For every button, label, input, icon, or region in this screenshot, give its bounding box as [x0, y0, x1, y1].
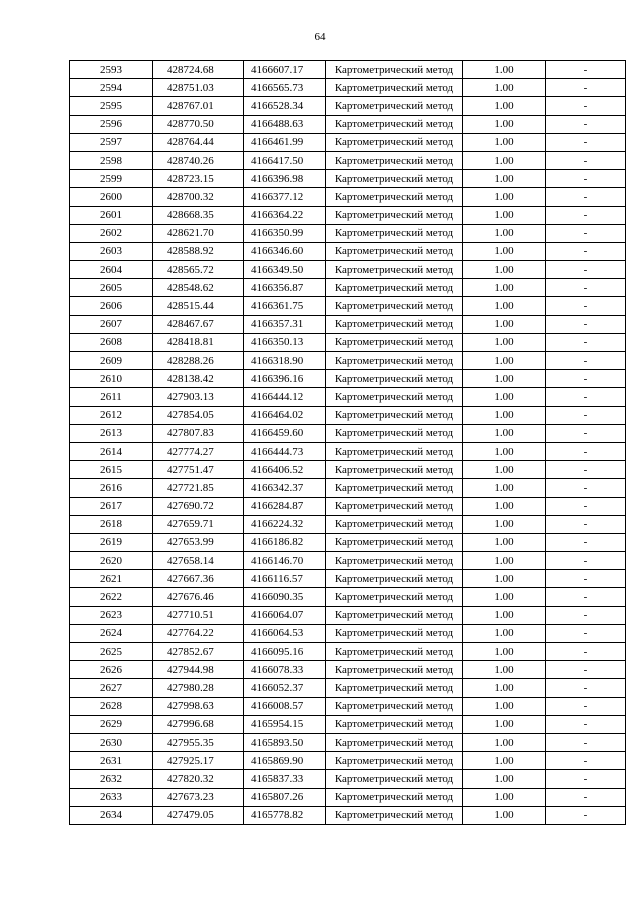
table-row — [70, 479, 626, 497]
method-cell: Картометрический метод — [326, 497, 463, 515]
method-cell: Картометрический метод — [326, 297, 463, 315]
table-row — [70, 115, 626, 133]
y-coordinate-cell: 4166224.32 — [244, 515, 326, 533]
point-number-cell: 2608 — [70, 333, 153, 351]
method-cell: Картометрический метод — [326, 679, 463, 697]
description-cell: - — [546, 352, 626, 370]
point-number-cell: 2602 — [70, 224, 153, 242]
description-cell: - — [546, 170, 626, 188]
description-cell: - — [546, 606, 626, 624]
y-coordinate-cell: 4166349.50 — [244, 261, 326, 279]
precision-cell: 1.00 — [463, 224, 546, 242]
method-cell: Картометрический метод — [326, 61, 463, 79]
description-cell: - — [546, 715, 626, 733]
x-coordinate-cell: 428770.50 — [153, 115, 244, 133]
table-row — [70, 697, 626, 715]
point-number-cell: 2595 — [70, 97, 153, 115]
precision-cell: 1.00 — [463, 206, 546, 224]
point-number-cell: 2605 — [70, 279, 153, 297]
y-coordinate-cell: 4166116.57 — [244, 570, 326, 588]
precision-cell: 1.00 — [463, 570, 546, 588]
y-coordinate-cell: 4166078.33 — [244, 661, 326, 679]
table-row — [70, 752, 626, 770]
point-number-cell: 2603 — [70, 242, 153, 260]
x-coordinate-cell: 428288.26 — [153, 352, 244, 370]
x-coordinate-cell: 428740.26 — [153, 151, 244, 169]
point-number-cell: 2618 — [70, 515, 153, 533]
point-number-cell: 2607 — [70, 315, 153, 333]
precision-cell: 1.00 — [463, 461, 546, 479]
point-number-cell: 2634 — [70, 806, 153, 824]
point-number-cell: 2599 — [70, 170, 153, 188]
precision-cell: 1.00 — [463, 624, 546, 642]
table-row — [70, 97, 626, 115]
description-cell: - — [546, 661, 626, 679]
x-coordinate-cell: 427955.35 — [153, 733, 244, 751]
precision-cell: 1.00 — [463, 442, 546, 460]
point-number-cell: 2627 — [70, 679, 153, 697]
table-row — [70, 606, 626, 624]
y-coordinate-cell: 4166318.90 — [244, 352, 326, 370]
y-coordinate-cell: 4166350.99 — [244, 224, 326, 242]
point-number-cell: 2600 — [70, 188, 153, 206]
table-row — [70, 570, 626, 588]
table-row — [70, 497, 626, 515]
table-row — [70, 770, 626, 788]
y-coordinate-cell: 4165954.15 — [244, 715, 326, 733]
description-cell: - — [546, 151, 626, 169]
method-cell: Картометрический метод — [326, 151, 463, 169]
x-coordinate-cell: 428418.81 — [153, 333, 244, 351]
coordinates-table-body — [70, 61, 626, 825]
method-cell: Картометрический метод — [326, 333, 463, 351]
precision-cell: 1.00 — [463, 133, 546, 151]
point-number-cell: 2597 — [70, 133, 153, 151]
description-cell: - — [546, 733, 626, 751]
table-row — [70, 333, 626, 351]
x-coordinate-cell: 427751.47 — [153, 461, 244, 479]
y-coordinate-cell: 4166528.34 — [244, 97, 326, 115]
table-row — [70, 61, 626, 79]
table-row — [70, 151, 626, 169]
table-row — [70, 188, 626, 206]
description-cell: - — [546, 79, 626, 97]
y-coordinate-cell: 4166064.53 — [244, 624, 326, 642]
method-cell: Картометрический метод — [326, 261, 463, 279]
y-coordinate-cell: 4166052.37 — [244, 679, 326, 697]
description-cell: - — [546, 297, 626, 315]
x-coordinate-cell: 427667.36 — [153, 570, 244, 588]
x-coordinate-cell: 427852.67 — [153, 643, 244, 661]
point-number-cell: 2620 — [70, 552, 153, 570]
table-row — [70, 442, 626, 460]
description-cell: - — [546, 752, 626, 770]
y-coordinate-cell: 4166090.35 — [244, 588, 326, 606]
x-coordinate-cell: 428751.03 — [153, 79, 244, 97]
method-cell: Картометрический метод — [326, 515, 463, 533]
precision-cell: 1.00 — [463, 424, 546, 442]
precision-cell: 1.00 — [463, 806, 546, 824]
description-cell: - — [546, 97, 626, 115]
description-cell: - — [546, 533, 626, 551]
y-coordinate-cell: 4166350.13 — [244, 333, 326, 351]
point-number-cell: 2631 — [70, 752, 153, 770]
precision-cell: 1.00 — [463, 515, 546, 533]
point-number-cell: 2616 — [70, 479, 153, 497]
y-coordinate-cell: 4166346.60 — [244, 242, 326, 260]
precision-cell: 1.00 — [463, 752, 546, 770]
point-number-cell: 2624 — [70, 624, 153, 642]
method-cell: Картометрический метод — [326, 242, 463, 260]
method-cell: Картометрический метод — [326, 624, 463, 642]
method-cell: Картометрический метод — [326, 715, 463, 733]
point-number-cell: 2626 — [70, 661, 153, 679]
x-coordinate-cell: 427944.98 — [153, 661, 244, 679]
x-coordinate-cell: 427998.63 — [153, 697, 244, 715]
x-coordinate-cell: 427980.28 — [153, 679, 244, 697]
y-coordinate-cell: 4165837.33 — [244, 770, 326, 788]
point-number-cell: 2611 — [70, 388, 153, 406]
description-cell: - — [546, 515, 626, 533]
description-cell: - — [546, 442, 626, 460]
method-cell: Картометрический метод — [326, 424, 463, 442]
x-coordinate-cell: 428138.42 — [153, 370, 244, 388]
precision-cell: 1.00 — [463, 606, 546, 624]
precision-cell: 1.00 — [463, 679, 546, 697]
method-cell: Картометрический метод — [326, 279, 463, 297]
x-coordinate-cell: 427903.13 — [153, 388, 244, 406]
x-coordinate-cell: 428723.15 — [153, 170, 244, 188]
x-coordinate-cell: 427820.32 — [153, 770, 244, 788]
description-cell: - — [546, 643, 626, 661]
x-coordinate-cell: 428621.70 — [153, 224, 244, 242]
description-cell: - — [546, 206, 626, 224]
precision-cell: 1.00 — [463, 170, 546, 188]
x-coordinate-cell: 427721.85 — [153, 479, 244, 497]
y-coordinate-cell: 4166356.87 — [244, 279, 326, 297]
y-coordinate-cell: 4166064.07 — [244, 606, 326, 624]
point-number-cell: 2623 — [70, 606, 153, 624]
x-coordinate-cell: 427925.17 — [153, 752, 244, 770]
table-row — [70, 624, 626, 642]
point-number-cell: 2609 — [70, 352, 153, 370]
method-cell: Картометрический метод — [326, 315, 463, 333]
description-cell: - — [546, 242, 626, 260]
description-cell: - — [546, 315, 626, 333]
table-row — [70, 370, 626, 388]
precision-cell: 1.00 — [463, 97, 546, 115]
precision-cell: 1.00 — [463, 61, 546, 79]
point-number-cell: 2628 — [70, 697, 153, 715]
table-row — [70, 588, 626, 606]
point-number-cell: 2622 — [70, 588, 153, 606]
description-cell: - — [546, 188, 626, 206]
y-coordinate-cell: 4166095.16 — [244, 643, 326, 661]
precision-cell: 1.00 — [463, 715, 546, 733]
precision-cell: 1.00 — [463, 242, 546, 260]
table-row — [70, 552, 626, 570]
x-coordinate-cell: 428724.68 — [153, 61, 244, 79]
y-coordinate-cell: 4166284.87 — [244, 497, 326, 515]
x-coordinate-cell: 428467.67 — [153, 315, 244, 333]
y-coordinate-cell: 4166008.57 — [244, 697, 326, 715]
table-row — [70, 661, 626, 679]
x-coordinate-cell: 427690.72 — [153, 497, 244, 515]
table-row — [70, 733, 626, 751]
description-cell: - — [546, 424, 626, 442]
x-coordinate-cell: 427479.05 — [153, 806, 244, 824]
precision-cell: 1.00 — [463, 115, 546, 133]
y-coordinate-cell: 4165778.82 — [244, 806, 326, 824]
table-row — [70, 79, 626, 97]
x-coordinate-cell: 428668.35 — [153, 206, 244, 224]
description-cell: - — [546, 133, 626, 151]
table-row — [70, 206, 626, 224]
y-coordinate-cell: 4165869.90 — [244, 752, 326, 770]
table-row — [70, 424, 626, 442]
table-row — [70, 242, 626, 260]
y-coordinate-cell: 4166396.16 — [244, 370, 326, 388]
method-cell: Картометрический метод — [326, 588, 463, 606]
method-cell: Картометрический метод — [326, 133, 463, 151]
point-number-cell: 2601 — [70, 206, 153, 224]
table-row — [70, 170, 626, 188]
method-cell: Картометрический метод — [326, 788, 463, 806]
point-number-cell: 2604 — [70, 261, 153, 279]
precision-cell: 1.00 — [463, 770, 546, 788]
method-cell: Картометрический метод — [326, 224, 463, 242]
x-coordinate-cell: 427710.51 — [153, 606, 244, 624]
method-cell: Картометрический метод — [326, 352, 463, 370]
point-number-cell: 2606 — [70, 297, 153, 315]
method-cell: Картометрический метод — [326, 697, 463, 715]
table-row — [70, 715, 626, 733]
precision-cell: 1.00 — [463, 333, 546, 351]
precision-cell: 1.00 — [463, 297, 546, 315]
y-coordinate-cell: 4166361.75 — [244, 297, 326, 315]
method-cell: Картометрический метод — [326, 461, 463, 479]
table-row — [70, 133, 626, 151]
method-cell: Картометрический метод — [326, 552, 463, 570]
method-cell: Картометрический метод — [326, 370, 463, 388]
precision-cell: 1.00 — [463, 352, 546, 370]
x-coordinate-cell: 428764.44 — [153, 133, 244, 151]
precision-cell: 1.00 — [463, 661, 546, 679]
x-coordinate-cell: 427676.46 — [153, 588, 244, 606]
y-coordinate-cell: 4166488.63 — [244, 115, 326, 133]
point-number-cell: 2625 — [70, 643, 153, 661]
y-coordinate-cell: 4166146.70 — [244, 552, 326, 570]
table-row — [70, 388, 626, 406]
precision-cell: 1.00 — [463, 261, 546, 279]
y-coordinate-cell: 4166186.82 — [244, 533, 326, 551]
point-number-cell: 2621 — [70, 570, 153, 588]
point-number-cell: 2632 — [70, 770, 153, 788]
x-coordinate-cell: 427658.14 — [153, 552, 244, 570]
x-coordinate-cell: 428700.32 — [153, 188, 244, 206]
method-cell: Картометрический метод — [326, 770, 463, 788]
y-coordinate-cell: 4166459.60 — [244, 424, 326, 442]
description-cell: - — [546, 624, 626, 642]
point-number-cell: 2593 — [70, 61, 153, 79]
method-cell: Картометрический метод — [326, 479, 463, 497]
x-coordinate-cell: 427764.22 — [153, 624, 244, 642]
table-row — [70, 315, 626, 333]
y-coordinate-cell: 4166417.50 — [244, 151, 326, 169]
description-cell: - — [546, 461, 626, 479]
description-cell: - — [546, 806, 626, 824]
x-coordinate-cell: 428767.01 — [153, 97, 244, 115]
point-number-cell: 2615 — [70, 461, 153, 479]
precision-cell: 1.00 — [463, 79, 546, 97]
point-number-cell: 2612 — [70, 406, 153, 424]
precision-cell: 1.00 — [463, 643, 546, 661]
y-coordinate-cell: 4166377.12 — [244, 188, 326, 206]
method-cell: Картометрический метод — [326, 79, 463, 97]
precision-cell: 1.00 — [463, 388, 546, 406]
method-cell: Картометрический метод — [326, 188, 463, 206]
description-cell: - — [546, 697, 626, 715]
description-cell: - — [546, 479, 626, 497]
y-coordinate-cell: 4166357.31 — [244, 315, 326, 333]
y-coordinate-cell: 4166444.12 — [244, 388, 326, 406]
method-cell: Картометрический метод — [326, 388, 463, 406]
y-coordinate-cell: 4166342.37 — [244, 479, 326, 497]
method-cell: Картометрический метод — [326, 733, 463, 751]
table-row — [70, 533, 626, 551]
description-cell: - — [546, 406, 626, 424]
table-row — [70, 297, 626, 315]
x-coordinate-cell: 427653.99 — [153, 533, 244, 551]
precision-cell: 1.00 — [463, 406, 546, 424]
description-cell: - — [546, 224, 626, 242]
y-coordinate-cell: 4166396.98 — [244, 170, 326, 188]
x-coordinate-cell: 427807.83 — [153, 424, 244, 442]
table-row — [70, 788, 626, 806]
precision-cell: 1.00 — [463, 370, 546, 388]
y-coordinate-cell: 4166406.52 — [244, 461, 326, 479]
point-number-cell: 2617 — [70, 497, 153, 515]
table-row — [70, 279, 626, 297]
table-row — [70, 352, 626, 370]
table-row — [70, 643, 626, 661]
method-cell: Картометрический метод — [326, 442, 463, 460]
description-cell: - — [546, 279, 626, 297]
precision-cell: 1.00 — [463, 188, 546, 206]
page-number: 64 — [314, 31, 326, 43]
y-coordinate-cell: 4166444.73 — [244, 442, 326, 460]
description-cell: - — [546, 261, 626, 279]
coordinates-table — [69, 60, 626, 825]
description-cell: - — [546, 770, 626, 788]
y-coordinate-cell: 4166607.17 — [244, 61, 326, 79]
precision-cell: 1.00 — [463, 479, 546, 497]
description-cell: - — [546, 497, 626, 515]
point-number-cell: 2596 — [70, 115, 153, 133]
table-row — [70, 224, 626, 242]
precision-cell: 1.00 — [463, 279, 546, 297]
method-cell: Картометрический метод — [326, 752, 463, 770]
point-number-cell: 2594 — [70, 79, 153, 97]
table-row — [70, 261, 626, 279]
description-cell: - — [546, 61, 626, 79]
precision-cell: 1.00 — [463, 497, 546, 515]
table-row — [70, 679, 626, 697]
x-coordinate-cell: 428515.44 — [153, 297, 244, 315]
precision-cell: 1.00 — [463, 788, 546, 806]
y-coordinate-cell: 4166461.99 — [244, 133, 326, 151]
description-cell: - — [546, 370, 626, 388]
method-cell: Картометрический метод — [326, 661, 463, 679]
description-cell: - — [546, 333, 626, 351]
method-cell: Картометрический метод — [326, 533, 463, 551]
point-number-cell: 2614 — [70, 442, 153, 460]
precision-cell: 1.00 — [463, 733, 546, 751]
description-cell: - — [546, 788, 626, 806]
point-number-cell: 2619 — [70, 533, 153, 551]
x-coordinate-cell: 427659.71 — [153, 515, 244, 533]
description-cell: - — [546, 570, 626, 588]
point-number-cell: 2598 — [70, 151, 153, 169]
table-row — [70, 406, 626, 424]
precision-cell: 1.00 — [463, 697, 546, 715]
table-row — [70, 461, 626, 479]
precision-cell: 1.00 — [463, 151, 546, 169]
method-cell: Картометрический метод — [326, 206, 463, 224]
x-coordinate-cell: 428548.62 — [153, 279, 244, 297]
point-number-cell: 2613 — [70, 424, 153, 442]
x-coordinate-cell: 427854.05 — [153, 406, 244, 424]
point-number-cell: 2610 — [70, 370, 153, 388]
y-coordinate-cell: 4165807.26 — [244, 788, 326, 806]
table-row — [70, 806, 626, 824]
x-coordinate-cell: 427996.68 — [153, 715, 244, 733]
method-cell: Картометрический метод — [326, 570, 463, 588]
method-cell: Картометрический метод — [326, 406, 463, 424]
description-cell: - — [546, 588, 626, 606]
method-cell: Картометрический метод — [326, 643, 463, 661]
x-coordinate-cell: 428588.92 — [153, 242, 244, 260]
description-cell: - — [546, 388, 626, 406]
x-coordinate-cell: 427673.23 — [153, 788, 244, 806]
method-cell: Картометрический метод — [326, 170, 463, 188]
y-coordinate-cell: 4165893.50 — [244, 733, 326, 751]
description-cell: - — [546, 552, 626, 570]
description-cell: - — [546, 679, 626, 697]
point-number-cell: 2633 — [70, 788, 153, 806]
x-coordinate-cell: 427774.27 — [153, 442, 244, 460]
point-number-cell: 2629 — [70, 715, 153, 733]
table-row — [70, 515, 626, 533]
y-coordinate-cell: 4166464.02 — [244, 406, 326, 424]
y-coordinate-cell: 4166364.22 — [244, 206, 326, 224]
precision-cell: 1.00 — [463, 588, 546, 606]
y-coordinate-cell: 4166565.73 — [244, 79, 326, 97]
method-cell: Картометрический метод — [326, 606, 463, 624]
description-cell: - — [546, 115, 626, 133]
x-coordinate-cell: 428565.72 — [153, 261, 244, 279]
method-cell: Картометрический метод — [326, 115, 463, 133]
method-cell: Картометрический метод — [326, 806, 463, 824]
precision-cell: 1.00 — [463, 315, 546, 333]
precision-cell: 1.00 — [463, 552, 546, 570]
point-number-cell: 2630 — [70, 733, 153, 751]
method-cell: Картометрический метод — [326, 97, 463, 115]
precision-cell: 1.00 — [463, 533, 546, 551]
